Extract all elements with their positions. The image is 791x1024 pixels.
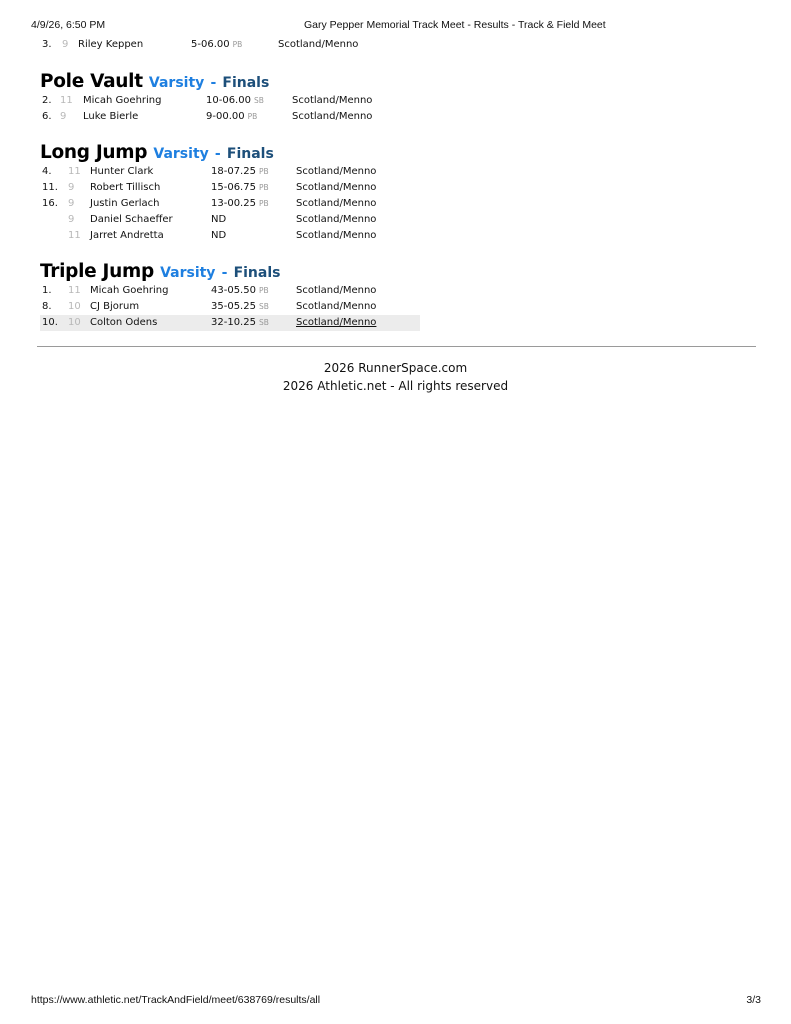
athlete-link[interactable]: Riley Keppen xyxy=(78,39,144,50)
page-footer xyxy=(0,359,791,395)
result-grade: 9 xyxy=(62,39,69,50)
result-row xyxy=(40,93,420,109)
mark-value: 32-10.25 xyxy=(211,317,256,328)
result-row xyxy=(40,283,420,299)
mark-badge: PB xyxy=(232,40,243,49)
mark-badge: PB xyxy=(247,112,258,121)
mark-value: 5-06.00 xyxy=(191,39,230,50)
team-link[interactable]: Scotland/Menno xyxy=(296,182,377,193)
result-mark xyxy=(211,212,229,228)
print-timestamp: 4/9/26, 6:50 PM xyxy=(31,19,106,31)
copyright-runnerspace: 2026 RunnerSpace.com xyxy=(323,361,468,375)
mark-value: 35-05.25 xyxy=(211,301,256,312)
result-place: 8. xyxy=(42,301,52,312)
athlete-link[interactable]: CJ Bjorum xyxy=(90,301,140,312)
athlete-link[interactable]: Robert Tillisch xyxy=(90,182,161,193)
event-division[interactable]: Varsity xyxy=(148,75,205,91)
print-page-number: 3/3 xyxy=(746,994,761,1006)
result-row xyxy=(40,37,420,53)
team-link[interactable]: Scotland/Menno xyxy=(296,198,377,209)
event-division[interactable]: Varsity xyxy=(160,265,216,281)
result-row xyxy=(40,299,420,315)
mark-value: 43-05.50 xyxy=(211,285,256,296)
event-round: Finals xyxy=(226,146,274,162)
athlete-link[interactable]: Daniel Schaeffer xyxy=(90,214,173,225)
mark-badge: SB xyxy=(258,318,269,327)
team-link[interactable]: Scotland/Menno xyxy=(296,317,377,328)
result-place: 10. xyxy=(42,317,58,328)
event-separator: - xyxy=(214,146,221,162)
result-mark xyxy=(211,299,269,315)
team-link[interactable]: Scotland/Menno xyxy=(278,39,359,50)
result-grade: 9 xyxy=(68,198,75,209)
result-mark xyxy=(211,228,229,244)
event-name[interactable]: Pole Vault xyxy=(40,71,143,92)
athlete-link[interactable]: Micah Goehring xyxy=(83,95,162,106)
event-name[interactable]: Long Jump xyxy=(40,142,148,163)
athlete-link[interactable]: Hunter Clark xyxy=(90,166,154,177)
result-mark xyxy=(211,180,269,196)
result-mark xyxy=(211,283,269,299)
result-row xyxy=(40,180,420,196)
result-mark xyxy=(191,37,242,53)
mark-badge: PB xyxy=(258,199,269,208)
event-division[interactable]: Varsity xyxy=(153,146,209,162)
mark-badge: PB xyxy=(258,183,269,192)
result-place: 4. xyxy=(42,166,52,177)
result-grade: 11 xyxy=(68,285,81,296)
result-grade: 9 xyxy=(68,214,75,225)
team-link[interactable]: Scotland/Menno xyxy=(296,301,377,312)
mark-badge: SB xyxy=(253,96,264,105)
event-round: Finals xyxy=(233,265,281,281)
event-long-jump xyxy=(40,142,420,244)
event-title xyxy=(40,142,420,164)
print-page-title: Gary Pepper Memorial Track Meet - Results - Track & Field Meet xyxy=(304,19,606,31)
event-separator: - xyxy=(221,265,228,281)
team-link[interactable]: Scotland/Menno xyxy=(292,111,373,122)
print-url: https://www.athletic.net/TrackAndField/meet/638769/results/all xyxy=(31,994,321,1006)
result-grade: 10 xyxy=(68,317,81,328)
result-place: 2. xyxy=(42,95,52,106)
result-grade: 11 xyxy=(60,95,73,106)
print-header xyxy=(31,19,761,33)
result-grade: 10 xyxy=(68,301,81,312)
athlete-link[interactable]: Jarret Andretta xyxy=(90,230,164,241)
team-link[interactable]: Scotland/Menno xyxy=(296,214,377,225)
result-place: 1. xyxy=(42,285,52,296)
mark-badge: SB xyxy=(258,302,269,311)
result-grade: 9 xyxy=(68,182,75,193)
mark-value: 13-00.25 xyxy=(211,198,256,209)
result-row xyxy=(40,164,420,180)
result-row xyxy=(40,212,420,228)
team-link[interactable]: Scotland/Menno xyxy=(296,285,377,296)
mark-value: 15-06.75 xyxy=(211,182,256,193)
event-round: Finals xyxy=(222,75,270,91)
result-grade: 11 xyxy=(68,166,81,177)
result-mark xyxy=(211,315,269,331)
footer-divider xyxy=(37,346,756,347)
event-title xyxy=(40,71,420,93)
result-row-highlighted xyxy=(40,315,420,331)
result-row xyxy=(40,109,420,125)
mark-badge: PB xyxy=(258,167,269,176)
mark-value: ND xyxy=(211,230,227,241)
event-pole-vault xyxy=(40,71,420,125)
copyright-athletic-net: 2026 Athletic.net - All rights reserved xyxy=(282,379,509,393)
mark-value: ND xyxy=(211,214,227,225)
event-name[interactable]: Triple Jump xyxy=(40,261,154,282)
result-place: 11. xyxy=(42,182,58,193)
result-place: 16. xyxy=(42,198,58,209)
mark-value: 10-06.00 xyxy=(206,95,251,106)
result-row xyxy=(40,228,420,244)
team-link[interactable]: Scotland/Menno xyxy=(292,95,373,106)
mark-value: 9-00.00 xyxy=(206,111,245,122)
athlete-link[interactable]: Justin Gerlach xyxy=(90,198,160,209)
result-grade: 11 xyxy=(68,230,81,241)
athlete-link[interactable]: Colton Odens xyxy=(90,317,158,328)
athlete-link[interactable]: Micah Goehring xyxy=(90,285,169,296)
result-mark xyxy=(211,164,269,180)
event-title xyxy=(40,261,420,283)
result-grade: 9 xyxy=(60,111,67,122)
result-place: 6. xyxy=(42,111,52,122)
team-link[interactable]: Scotland/Menno xyxy=(296,230,377,241)
result-mark xyxy=(206,109,257,125)
result-row xyxy=(40,196,420,212)
print-footer xyxy=(31,994,761,1008)
team-link[interactable]: Scotland/Menno xyxy=(296,166,377,177)
result-place: 3. xyxy=(42,39,52,50)
athlete-link[interactable]: Luke Bierle xyxy=(83,111,139,122)
event-separator: - xyxy=(210,75,217,91)
event-triple-jump xyxy=(40,261,420,331)
mark-badge: PB xyxy=(258,286,269,295)
result-mark xyxy=(211,196,269,212)
result-mark xyxy=(206,93,264,109)
results-content xyxy=(40,37,420,331)
mark-value: 18-07.25 xyxy=(211,166,256,177)
